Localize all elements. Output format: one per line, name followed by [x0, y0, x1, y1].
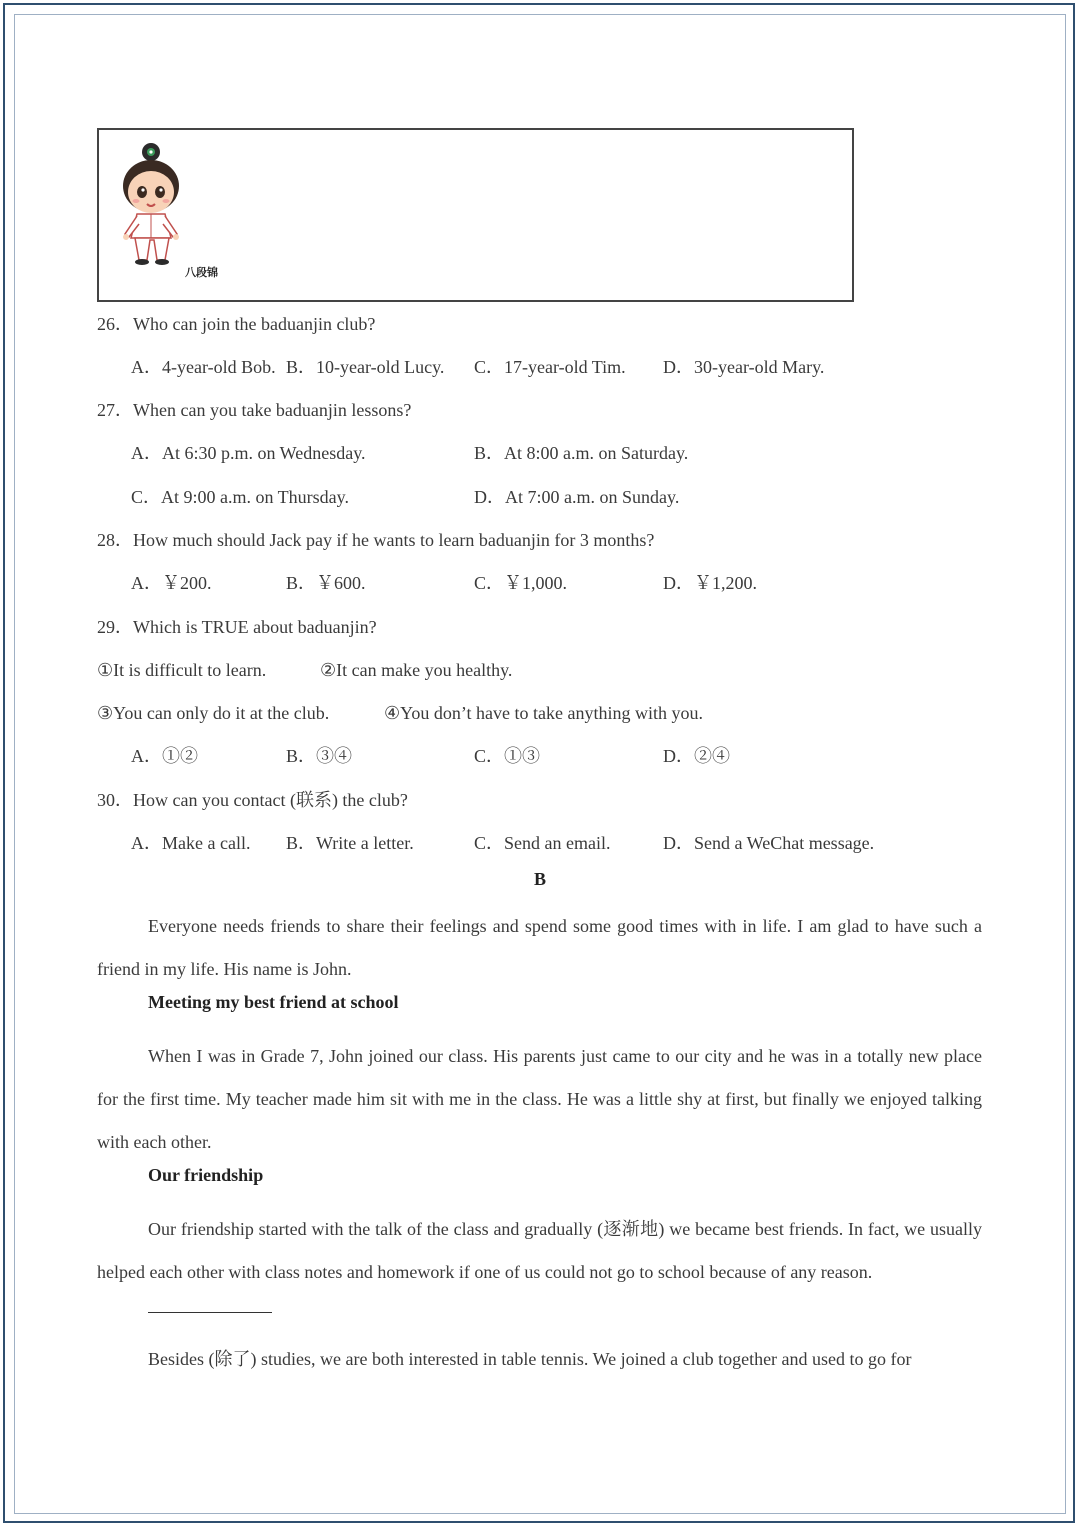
question-27-option-b[interactable]: B．At 8:00 a.m. on Saturday. [474, 443, 689, 463]
question-26-option-d[interactable]: D．30-year-old Mary. [663, 357, 825, 377]
question-27-option-a[interactable]: A．At 6:30 p.m. on Wednesday. [131, 443, 366, 463]
question-29-option-d[interactable]: D．②④ [663, 746, 730, 766]
question-29-option-a[interactable]: A．①② [131, 746, 198, 766]
question-29-statement-2: ②It can make you healthy. [320, 660, 513, 680]
baduanjin-figure-illustration [113, 134, 193, 270]
question-29-option-c[interactable]: C．①③ [474, 746, 541, 766]
question-29-statement-1: ①It is difficult to learn. [97, 660, 267, 680]
question-30-option-c[interactable]: C．Send an email. [474, 833, 611, 853]
question-28-option-d[interactable]: D．￥1,200. [663, 573, 757, 593]
question-27-stem: 27．When can you take baduanjin lessons? [97, 400, 412, 420]
question-27-option-d[interactable]: D．At 7:00 a.m. on Sunday. [474, 487, 680, 507]
passage-para-1: When I was in Grade 7, John joined our class. His parents just came to our city and he was in a totally new place for the first time. My teacher made him sit with me in the class. He was a little shy at first, but finally we enjoyed talking with each other. [97, 1046, 982, 1152]
heading-friendship: Our friendship [148, 1165, 264, 1185]
question-30-option-d[interactable]: D．Send a WeChat message. [663, 833, 875, 853]
question-28-option-a[interactable]: A．￥200. [131, 573, 212, 593]
question-30-stem: 30．How can you contact (联系) the club? [97, 790, 408, 810]
section-label-b: B [533, 869, 546, 889]
question-30-option-b[interactable]: B．Write a letter. [286, 833, 414, 853]
question-29-option-b[interactable]: B．③④ [286, 746, 353, 766]
passage-para-3: Besides (除了) studies, we are both interested in table tennis. We joined a club together and used to go for [148, 1349, 912, 1369]
question-26-option-c[interactable]: C．17-year-old Tim. [474, 357, 626, 377]
figure-caption: 八段锦 [185, 266, 218, 279]
heading-meeting: Meeting my best friend at school [148, 992, 399, 1012]
passage-para-2: Our friendship started with the talk of the class and gradually (逐渐地) we became best friends. In fact, we usually helped each other with class notes and homework if one of us could not go to school because of any reason. [97, 1219, 982, 1282]
question-30-option-a[interactable]: A．Make a call. [131, 833, 251, 853]
question-26-option-b[interactable]: B．10-year-old Lucy. [286, 357, 445, 377]
question-29-stem: 29．Which is TRUE about baduanjin? [97, 617, 377, 637]
question-29-statement-4: ④You don’t have to take anything with you. [384, 703, 703, 723]
question-28-option-c[interactable]: C．￥1,000. [474, 573, 568, 593]
question-26-option-a[interactable]: A．4-year-old Bob. [131, 357, 276, 377]
question-27-option-c[interactable]: C．At 9:00 a.m. on Thursday. [131, 487, 349, 507]
question-29-statement-3: ③You can only do it at the club. [97, 703, 330, 723]
question-26-stem: 26．Who can join the baduanjin club? [97, 314, 376, 334]
advertisement-box [97, 128, 854, 302]
question-28-option-b[interactable]: B．￥600. [286, 573, 366, 593]
passage-intro: Everyone needs friends to share their feelings and spend some good times with in life. I am glad to have such a friend in my life. His name is John. [97, 916, 982, 979]
question-28-stem: 28．How much should Jack pay if he wants to learn baduanjin for 3 months? [97, 530, 655, 550]
answer-blank[interactable] [148, 1312, 272, 1313]
